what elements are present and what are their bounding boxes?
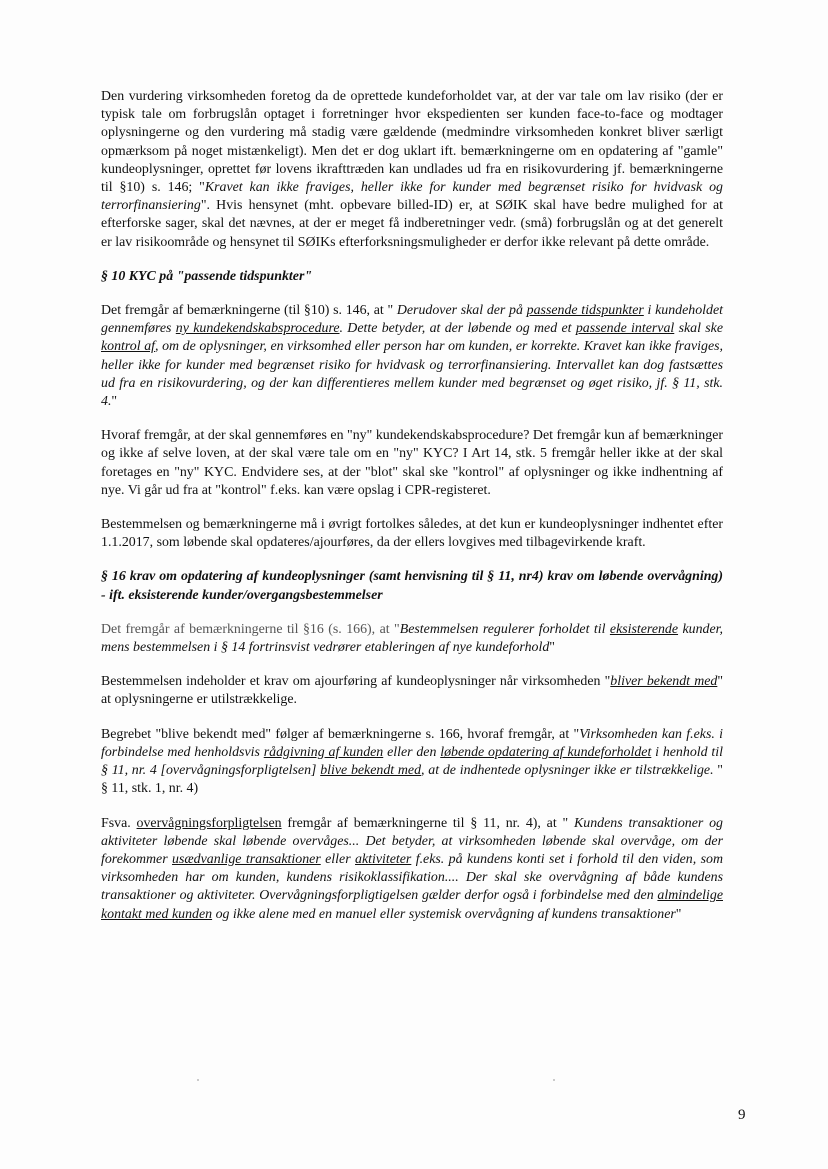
paragraph-update-requirement: [101, 673, 723, 709]
quote-italic: Virksomheden kan f.eks. i forbindelse med henholdsvis rådgivning af kunden eller den løbende opdatering af kundeforholdet i henhold til § 11, nr. 4 [overvågningsforpligtelsen] blive bekendt med, at de indhentede oplysninger ikke er tilstrækkelige.: [101, 726, 724, 779]
underlined-phrase: rådgivning af kunden: [263, 744, 384, 760]
text-run: " at oplysningerne er utilstrækkelige.: [101, 674, 724, 708]
paragraph-section10-quote: [101, 302, 723, 411]
text-run: Den vurdering virksomheden foretog da de oprettede kundeforholdet var, at der var tale om lav risiko (der er typisk tale om forbrugslån optaget i forretninger hvor ekspedienten ser kunden face-to-face og modtager oplysningerne og den vurdering må stadig være gældende (medmindre virksomheden konkret bliver særligt opmærksom på noget mistænkeligt). Men det er dog uklart ift. bemærkningerne om en opdatering af "gamle" kundeoplysninger, oprettet før lovens ikrafttræden kan undlades ud fra en risikovurdering jf. bemærkningerne til §10) s. 146; ": [101, 89, 723, 196]
underlined-phrase: usædvanlige transaktioner: [172, 851, 321, 867]
underlined-phrase: løbende opdatering af kundeforholdet: [440, 744, 652, 760]
text-run: ": [549, 640, 555, 656]
paragraph-new-kyc-question: Hvoraf fremgår, at der skal gennemføres en "ny" kundekendskabsprocedure? Det fremgår kun af bemærkninger og ikke af selve loven, at der skal være tale om en "ny" KYC? I Art 14, stk. 5 fremgår heller ikke at der skal foretages en "ny" KYC. Endvidere ses, at der "blot" skal ske "kontrol" af oplysninger og ikke indhentning af nye. Vi går ud fra at "kontrol" f.eks. kan være opslag i CPR-registeret.: [101, 428, 723, 498]
text-run: Begrebet "blive bekendt med" følger af bemærkningerne s. 166, hvoraf fremgår, at ": [101, 726, 580, 742]
text-run: Bestemmelsen indeholder et krav om ajourføring af kundeoplysninger når virksomheden ": [101, 674, 611, 690]
underlined-phrase: bliver bekendt med: [610, 674, 718, 690]
scan-speck: [553, 1079, 555, 1081]
quote-italic: Derudover skal der på passende tidspunkter i kundeholdet gennemføres ny kundekendskabsprocedure. Dette betyder, at der løbende og med et passende interval skal ske kontrol af, om de oplysninger, en virksomhed eller person har om kunden, er korrekte. Kravet kan ikke fraviges, heller ikke for kunder med begrænset risiko for hvidvask og terrorfinansiering. Intervallet kan dog fastsættes ud fra en risikovurdering, og der kan differentieres mellem kunder med begrænset og øget risiko, jf. § 11, stk. 4.: [101, 303, 723, 410]
underlined-phrase: almindelige kontakt med kunden: [101, 888, 723, 922]
paragraph-section16-quote: [101, 621, 723, 657]
page-number: 9: [738, 1107, 746, 1123]
text-run: Fsva.: [101, 815, 137, 831]
underlined-phrase: kontrol af: [101, 339, 156, 355]
section-heading-10: § 10 KYC på "passende tidspunkter": [101, 268, 313, 284]
underlined-phrase: passende interval: [575, 321, 675, 337]
quote-italic: Bestemmelsen regulerer forholdet til eksisterende kunder, mens bestemmelsen i § 14 fortrinsvist vedrører etableringen af nye kundeforhold: [101, 621, 723, 656]
text-run: fremgår af bemærkningerne til § 11, nr. 4), at ": [281, 815, 575, 831]
quote-italic: Kravet kan ikke fraviges, heller ikke for kunder med begrænset risiko for hvidvask og terrorfinansiering: [101, 180, 723, 214]
paragraph-become-aware: [101, 726, 723, 799]
text-run: ": [111, 394, 118, 410]
paragraph-monitoring-obligation: [101, 815, 723, 924]
underlined-phrase: eksisterende: [609, 621, 679, 637]
document-body: [101, 88, 723, 940]
section-heading-16: § 16 krav om opdatering af kundeoplysninger (samt henvisning til § 11, nr4) krav om løbende overvågning) - ift. eksisterende kunder/overgangsbestemmelser: [101, 569, 723, 603]
underlined-phrase: ny kundekendskabsprocedure: [175, 321, 340, 337]
underlined-phrase: overvågningsforpligtelsen: [136, 815, 282, 831]
scan-speck: [197, 1079, 199, 1081]
quote-italic: Kundens transaktioner og aktiviteter løbende skal løbende overvåges... Det betyder, at virksomheden løbende skal overvåge, om der forekommer usædvanlige transaktioner eller aktiviteter f.eks. på kundens konti set i forhold til den viden, som virksomheden har om kunden, kundens risikoklassifikation.... Der skal ske overvågning af både kundens transaktioner og aktiviteter. Overvågningsforpligtigelsen gælder derfor også i forbindelse med den almindelige kontakt med kunden og ikke alene med en manuel eller systemisk overvågning af kundens transaktioner: [101, 815, 724, 922]
text-run: Det fremgår af bemærkningerne til §16 (s. 166), at ": [101, 621, 400, 637]
underlined-phrase: passende tidspunkter: [526, 303, 644, 319]
text-run: Det fremgår af bemærkningerne (til §10) s. 146, at ": [101, 303, 397, 319]
paragraph-risk-assessment: [101, 88, 723, 252]
underlined-phrase: blive bekendt med: [320, 763, 422, 779]
text-run: ". Hvis hensynet (mht. opbevare billed-ID) er, at SØIK skal have bedre mulighed for at efterforske sager, skal det nævnes, at der er meget få indberetninger vedr. (små) forbrugslån og at det generelt er lav risikoområde og hensynet til SØIKs efterforksningsmuligheder er derfor ikke relevant på dette område.: [101, 198, 723, 250]
text-run: ": [675, 906, 682, 922]
text-run: " § 11, stk. 1, nr. 4): [101, 763, 723, 797]
underlined-phrase: aktiviteter: [355, 851, 412, 867]
paragraph-interpretation: Bestemmelsen og bemærkningerne må i øvrigt fortolkes således, at det kun er kundeoplysninger indhentet efter 1.1.2017, som løbende skal opdateres/ajourføres, da der ellers lovgives med tilbagevirkende kraft.: [101, 517, 723, 551]
